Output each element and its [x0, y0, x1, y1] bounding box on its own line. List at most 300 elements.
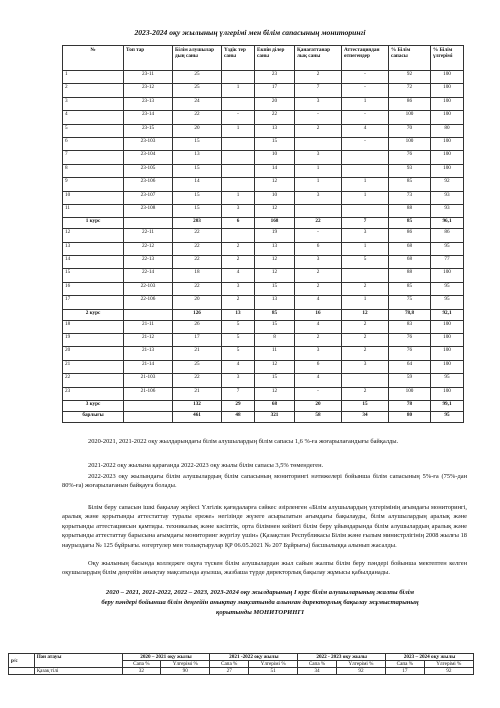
table-cell: 1 — [342, 242, 389, 255]
subtotal-row — [63, 400, 464, 411]
table-cell: 83 — [389, 320, 431, 333]
table-header-row — [63, 46, 464, 71]
table-cell: 1 — [295, 178, 342, 191]
paragraph-4: Білім беру сапасын ішкі бақылау жүйесі Үлгілік қағидаларға сәйкес әзірленген «Білім алушылардың үлгерімінің ағымдағы мониторингі, аралық және қорытынды аттестаттау туралы ереже» негізінде жүзеге асырылатын ағымдағы бақылауды, білім алушылардың аралық және қорытынды аттестациясын қамтиды. техникалық және кәсіптік, орта білімнен кейінгі білім беру ұйымдарында білім алушылардың аралық және қорытынды аттестаттау барысына ағымдағы мониторинг жүргізу үшін» (Қазақстан Республикасы Білім және ғылым министрлігінің 2008 жылғы 18 наурыздағы № 125 бұйрығы. өзгертулер мен толықтырулар ҚР 06.05.2021 № 207 Бұйрығы) басшылыққа алынып жасалды. — [62, 504, 467, 549]
year-header: 2023 – 2024 оқу жылы — [386, 654, 474, 661]
table-cell: 2 — [342, 334, 389, 347]
table-cell: 22 — [173, 374, 222, 387]
table-cell: 22 — [295, 218, 342, 229]
table-cell — [124, 309, 173, 320]
table-cell: 22 — [255, 111, 295, 124]
table-cell: 100 — [431, 151, 464, 164]
table-cell: 23-106 — [124, 178, 173, 191]
table-cell: 23-12 — [124, 84, 173, 97]
table-cell: 22-106 — [124, 296, 173, 309]
table-cell: 92,1 — [431, 309, 464, 320]
table-cell: 100 — [431, 360, 464, 373]
table-cell: 1 — [342, 178, 389, 191]
table-cell: 93 — [431, 191, 464, 204]
table-cell: 12 — [255, 204, 295, 217]
metric-header: Үлгерімі % — [424, 661, 473, 668]
year-header: 2022 - 2023 оқу жылы — [298, 654, 386, 661]
table-cell — [222, 151, 255, 164]
table-cell: 2 — [222, 242, 255, 255]
table-cell: 20 — [295, 400, 342, 411]
table-cell: 86 — [431, 229, 464, 242]
table-cell: 78,8 — [389, 309, 431, 320]
table-cell: 100 — [389, 137, 431, 150]
table-cell: 7 — [222, 387, 255, 400]
table-cell: 100 — [431, 71, 464, 84]
table-cell: 15 — [342, 400, 389, 411]
table-cell: 3 — [295, 191, 342, 204]
table-cell: 23-14 — [124, 111, 173, 124]
rc-header: р/с — [9, 654, 35, 668]
table-cell: 15 — [255, 374, 295, 387]
table-cell: 85 — [389, 282, 431, 295]
table-cell: 100 — [389, 387, 431, 400]
table-cell: 2 — [295, 71, 342, 84]
table-cell: 5 — [222, 334, 255, 347]
table-cell: 90 — [161, 668, 210, 675]
table-cell: 70 — [389, 124, 431, 137]
table-cell: 1 — [63, 71, 124, 84]
table-cell: 3 — [295, 256, 342, 269]
table-cell: 17 — [255, 84, 295, 97]
table-cell — [222, 71, 255, 84]
table-cell: 1 — [295, 164, 342, 177]
table-cell: 24 — [173, 97, 222, 110]
table-cell: 13 — [173, 151, 222, 164]
table-cell: 100 — [431, 347, 464, 360]
table-cell: 2 курс — [63, 309, 124, 320]
table-cell: 15 — [255, 282, 295, 295]
table-cell: 1 курс — [63, 218, 124, 229]
table-cell: 3 — [342, 360, 389, 373]
table-cell: 17 — [386, 668, 425, 675]
table-cell: 15 — [255, 137, 295, 150]
table-cell: 88 — [389, 204, 431, 217]
table-cell: 51 — [248, 668, 297, 675]
table-cell: 12 — [255, 269, 295, 282]
table-cell: 2 — [342, 347, 389, 360]
table-cell: 34 — [342, 411, 389, 422]
table-cell: 1 — [342, 97, 389, 110]
table-cell: 22 — [173, 111, 222, 124]
table-cell: 13 — [255, 124, 295, 137]
table-cell — [124, 218, 173, 229]
table-row — [63, 282, 464, 295]
director-control-table — [8, 653, 474, 675]
table-cell: 8 — [63, 164, 124, 177]
column-header: % Білім сапасы — [389, 46, 431, 71]
table-cell: 86 — [389, 229, 431, 242]
table-row — [63, 164, 464, 177]
table-cell: 15 — [173, 204, 222, 217]
table-cell: 22 — [173, 242, 222, 255]
table-cell: 15 — [173, 137, 222, 150]
subtotal-row — [63, 411, 464, 422]
table-cell: 26 — [173, 320, 222, 333]
table-cell: 68 — [389, 242, 431, 255]
table-row — [63, 229, 464, 242]
table-cell: 21-14 — [124, 360, 173, 373]
table-cell: 1 — [222, 191, 255, 204]
table-cell: - — [295, 387, 342, 400]
table-cell: барлығы — [63, 411, 124, 422]
table-cell: 77 — [431, 256, 464, 269]
table-cell: - — [342, 111, 389, 124]
year-header: 2020 – 2021 оқу жылы — [122, 654, 210, 661]
column-header: Үздік тер саны — [222, 46, 255, 71]
table-cell: 95 — [431, 374, 464, 387]
table-cell: 23-13 — [124, 97, 173, 110]
table-cell: 22 — [173, 256, 222, 269]
table-cell: 2 — [222, 296, 255, 309]
table-cell: 3 — [295, 151, 342, 164]
column-header: Екпін ділер саны — [255, 46, 295, 71]
table-cell: 7 — [342, 218, 389, 229]
table-cell: 80 — [431, 124, 464, 137]
table-cell: 5 — [63, 124, 124, 137]
table-cell: 21-106 — [124, 387, 173, 400]
table-cell: 3 — [222, 204, 255, 217]
table-cell: 8 — [255, 334, 295, 347]
table-cell — [9, 668, 35, 675]
table-cell: 25 — [173, 84, 222, 97]
table-cell: 23-108 — [124, 204, 173, 217]
table-cell: 13 — [255, 242, 295, 255]
table-cell: 22-11 — [124, 229, 173, 242]
table-row — [63, 191, 464, 204]
table-cell: 85 — [255, 309, 295, 320]
table-cell: 100 — [389, 111, 431, 124]
table-cell: 78 — [389, 400, 431, 411]
table-cell: 100 — [431, 269, 464, 282]
table-cell: 132 — [173, 400, 222, 411]
table-row — [63, 97, 464, 110]
table-cell — [295, 204, 342, 217]
table-cell: 7 — [63, 151, 124, 164]
table-cell: 13 — [255, 296, 295, 309]
table-cell: 64 — [389, 360, 431, 373]
table-cell: 100 — [431, 334, 464, 347]
table-cell: 73 — [389, 191, 431, 204]
table-cell: 23 — [63, 387, 124, 400]
table-cell: 34 — [298, 668, 337, 675]
table-cell: 2 — [295, 269, 342, 282]
monitoring-table — [62, 45, 464, 423]
table-cell: 22 — [63, 374, 124, 387]
table-cell: 20 — [173, 296, 222, 309]
table-cell: 100 — [431, 387, 464, 400]
table-cell: 10 — [63, 191, 124, 204]
table-cell: 17 — [63, 296, 124, 309]
table-cell: 15 — [63, 269, 124, 282]
table-cell: 23-103 — [124, 137, 173, 150]
table-cell: 5 — [342, 256, 389, 269]
table-cell: 68 — [389, 256, 431, 269]
table-cell: 19 — [63, 334, 124, 347]
table-cell: 15 — [173, 164, 222, 177]
table-cell: - — [342, 71, 389, 84]
table-cell: 3 — [295, 97, 342, 110]
table-cell: 29 — [222, 400, 255, 411]
table-cell: 7 — [295, 84, 342, 97]
table-cell: 100 — [431, 164, 464, 177]
table-cell: 95 — [431, 411, 464, 422]
table-cell: 12 — [255, 387, 295, 400]
table-row — [63, 204, 464, 217]
table-cell: 3 — [222, 282, 255, 295]
table-cell: 12 — [255, 360, 295, 373]
table-cell: 21 — [173, 347, 222, 360]
table-cell: 6 — [295, 242, 342, 255]
table-cell — [295, 137, 342, 150]
table-cell: 4 — [63, 111, 124, 124]
table-cell: - — [342, 137, 389, 150]
table-cell: 32 — [122, 668, 161, 675]
table-cell: 4 — [342, 124, 389, 137]
table-cell: 12 — [63, 229, 124, 242]
table-cell: 14 — [173, 178, 222, 191]
table-cell: 5 — [222, 320, 255, 333]
table-cell: 16 — [63, 282, 124, 295]
table-cell — [342, 374, 389, 387]
table-cell — [222, 229, 255, 242]
column-header: Қанағаттанар лық саны — [295, 46, 342, 71]
column-header: % Білім үлгерімі — [431, 46, 464, 71]
table-cell: 88 — [389, 269, 431, 282]
column-header: Білім алушылар дың саны — [173, 46, 222, 71]
table-row — [63, 124, 464, 137]
table-cell: 100 — [431, 137, 464, 150]
table-cell: 18 — [173, 269, 222, 282]
metric-header: Сапа % — [122, 661, 161, 668]
table-cell: 92 — [389, 71, 431, 84]
table-cell: 1 — [222, 124, 255, 137]
table-cell: 2 — [295, 282, 342, 295]
table-cell: 14 — [63, 256, 124, 269]
table-cell — [222, 97, 255, 110]
page-title: 2023-2024 оқу жылының үлгерімі мен білім сапасының мониторингі — [134, 28, 366, 37]
table-cell: 203 — [173, 218, 222, 229]
table-cell: 95 — [431, 242, 464, 255]
table-cell: 95 — [431, 296, 464, 309]
table-cell: - — [295, 229, 342, 242]
table-cell: 17 — [173, 334, 222, 347]
table-cell: 86 — [389, 97, 431, 110]
table-cell: 2 — [222, 256, 255, 269]
table-cell: 10 — [255, 191, 295, 204]
table-cell: 58 — [295, 411, 342, 422]
table-cell: 85 — [389, 178, 431, 191]
table-cell: 72 — [389, 84, 431, 97]
table-cell: 22-12 — [124, 242, 173, 255]
table-cell: 23-107 — [124, 191, 173, 204]
table-row — [63, 242, 464, 255]
table-cell: 22 — [173, 282, 222, 295]
table-cell: 12 — [255, 256, 295, 269]
table-cell: 76 — [389, 334, 431, 347]
table-row — [63, 178, 464, 191]
paragraph-3: 2022-2023 оқу жылындағы білім алушылардың білім сапасының мониторингі нәтижелері бойынша білім сапасының 5%-ға (75%-дан 80%-ға) жоғарылағанын байқауға болады. — [62, 473, 467, 490]
table-cell — [342, 204, 389, 217]
metric-header: Үлгерімі % — [161, 661, 210, 668]
table-cell: Қазақ тілі — [34, 668, 122, 675]
table-cell: - — [295, 111, 342, 124]
table-cell: 5 — [222, 347, 255, 360]
table-row — [63, 347, 464, 360]
section-subtitle: 2020 – 2021, 2021-2022, 2022 – 2023, 2023-2024 оқу жылдарының I курс білім алушыларының жалпы білім беру пәндері бойынша білім деңгейін анықтау мақсатында алынған директорлық бақылау жұмыстарының қорытынды МОНИТОРИНГІ — [101, 589, 419, 616]
table-cell: - — [342, 84, 389, 97]
table-cell — [342, 151, 389, 164]
table-cell: 93 — [389, 164, 431, 177]
table-cell: 20 — [63, 347, 124, 360]
table-cell: 100 — [431, 84, 464, 97]
table-cell: 23-11 — [124, 71, 173, 84]
table-cell: 100 — [431, 97, 464, 110]
metric-header: Сапа % — [210, 661, 249, 668]
table-row — [63, 320, 464, 333]
table-cell: 13 — [222, 309, 255, 320]
metric-header: Үлгерімі % — [336, 661, 385, 668]
table-cell: 12 — [342, 309, 389, 320]
metric-header: Сапа % — [386, 661, 425, 668]
table-cell: 23-15 — [124, 124, 173, 137]
table-cell: 2 — [342, 387, 389, 400]
table-cell: 68 — [255, 400, 295, 411]
table-cell: 22-14 — [124, 269, 173, 282]
table-cell: 22 — [173, 229, 222, 242]
paragraph-1: 2020-2021, 2021-2022 оқу жылдарындағы білім алушылардың білім сапасы 1,6 %-ға жоғарылағандығы байқалды. — [88, 438, 399, 445]
table-cell: 19 — [255, 229, 295, 242]
table-cell — [222, 137, 255, 150]
table-cell: 25 — [173, 71, 222, 84]
column-header: № — [63, 46, 124, 71]
table-cell: 9 — [63, 178, 124, 191]
table-cell: 59 — [389, 374, 431, 387]
table-cell: 1 — [342, 296, 389, 309]
table-cell: 85 — [389, 218, 431, 229]
table-cell: 21 — [63, 360, 124, 373]
metric-header: Үлгерімі % — [248, 661, 297, 668]
table-row — [63, 71, 464, 84]
table-cell: 11 — [255, 347, 295, 360]
table-cell: 95 — [431, 282, 464, 295]
table-header-row — [9, 654, 474, 661]
table-cell: 93 — [431, 204, 464, 217]
table-row — [63, 111, 464, 124]
paragraph-2: 2021-2022 оқу жылына қарағанда 2022-2023 оқу жылы білім сапасы 3,5% төмендеген. — [88, 462, 324, 469]
table-row — [63, 269, 464, 282]
table-cell: 16 — [295, 309, 342, 320]
table-cell: 21 — [173, 387, 222, 400]
table-cell: 15 — [255, 320, 295, 333]
table-cell — [124, 411, 173, 422]
table-cell: 20 — [255, 97, 295, 110]
table-cell: 23-105 — [124, 164, 173, 177]
table-row — [63, 137, 464, 150]
table-cell: 21-12 — [124, 334, 173, 347]
table-cell: 3 — [222, 374, 255, 387]
column-header: Топ тар — [124, 46, 173, 71]
table-cell: 92 — [424, 668, 473, 675]
table-cell — [342, 269, 389, 282]
table-row — [63, 151, 464, 164]
table-cell: 3 курс — [63, 400, 124, 411]
table-cell: 3 — [295, 347, 342, 360]
table-cell: 4 — [295, 296, 342, 309]
subtotal-row — [63, 218, 464, 229]
table-row — [63, 334, 464, 347]
table-cell: 76 — [389, 347, 431, 360]
table-cell: 321 — [255, 411, 295, 422]
table-row — [63, 296, 464, 309]
paragraph-5: Оқу жылының басында колледжге оқуға түскен білім алушылардан жыл сайын жалпы білім беру пәндері бойынша мектептен келген оқушылардың білім деңгейін анықтау мақсатында ауызша, жазбаша түрде директорлық бақылау жұмысы қабылданады. — [62, 560, 467, 577]
table-cell: 76 — [389, 151, 431, 164]
table-cell: 22-103 — [124, 282, 173, 295]
table-cell: 22-13 — [124, 256, 173, 269]
table-cell: 3 — [342, 229, 389, 242]
table-cell: 21-13 — [124, 347, 173, 360]
table-cell: 4 — [222, 269, 255, 282]
table-cell: 23 — [255, 71, 295, 84]
table-cell: 20 — [173, 124, 222, 137]
table-cell: 6 — [63, 137, 124, 150]
column-header: Аттестациядан өтпегендер — [342, 46, 389, 71]
table-cell: 18 — [63, 320, 124, 333]
table-cell: 23-104 — [124, 151, 173, 164]
subtotal-row — [63, 309, 464, 320]
table-cell: 168 — [255, 218, 295, 229]
metric-header: Сапа % — [298, 661, 337, 668]
table-cell — [124, 400, 173, 411]
table-cell: 11 — [63, 204, 124, 217]
table-row — [63, 360, 464, 373]
table-row — [63, 84, 464, 97]
table-cell: 100 — [431, 111, 464, 124]
table-cell: 2 — [295, 334, 342, 347]
table-cell — [342, 164, 389, 177]
table-cell: 2 — [295, 124, 342, 137]
table-cell: 48 — [222, 411, 255, 422]
table-cell: - — [222, 111, 255, 124]
table-cell: 75 — [389, 296, 431, 309]
table-cell: 2 — [342, 282, 389, 295]
table-cell: 13 — [63, 242, 124, 255]
table-row — [63, 374, 464, 387]
table-cell: 2 — [63, 84, 124, 97]
table-cell: 4 — [222, 360, 255, 373]
table-row — [63, 256, 464, 269]
table-cell: 10 — [255, 151, 295, 164]
table-cell: 25 — [173, 360, 222, 373]
table-cell: 4 — [295, 320, 342, 333]
table-cell: 6 — [222, 218, 255, 229]
table-cell: 21-11 — [124, 320, 173, 333]
subject-header: Пән атауы — [34, 654, 122, 668]
table-cell: 21-103 — [124, 374, 173, 387]
table-cell: 92 — [336, 668, 385, 675]
table-cell — [222, 164, 255, 177]
table-cell: 6 — [295, 360, 342, 373]
year-header: 2021 -2022 оқу жылы — [210, 654, 298, 661]
table-cell: 27 — [210, 668, 249, 675]
table-cell: 14 — [255, 164, 295, 177]
table-cell — [222, 178, 255, 191]
table-cell: 12 — [255, 178, 295, 191]
